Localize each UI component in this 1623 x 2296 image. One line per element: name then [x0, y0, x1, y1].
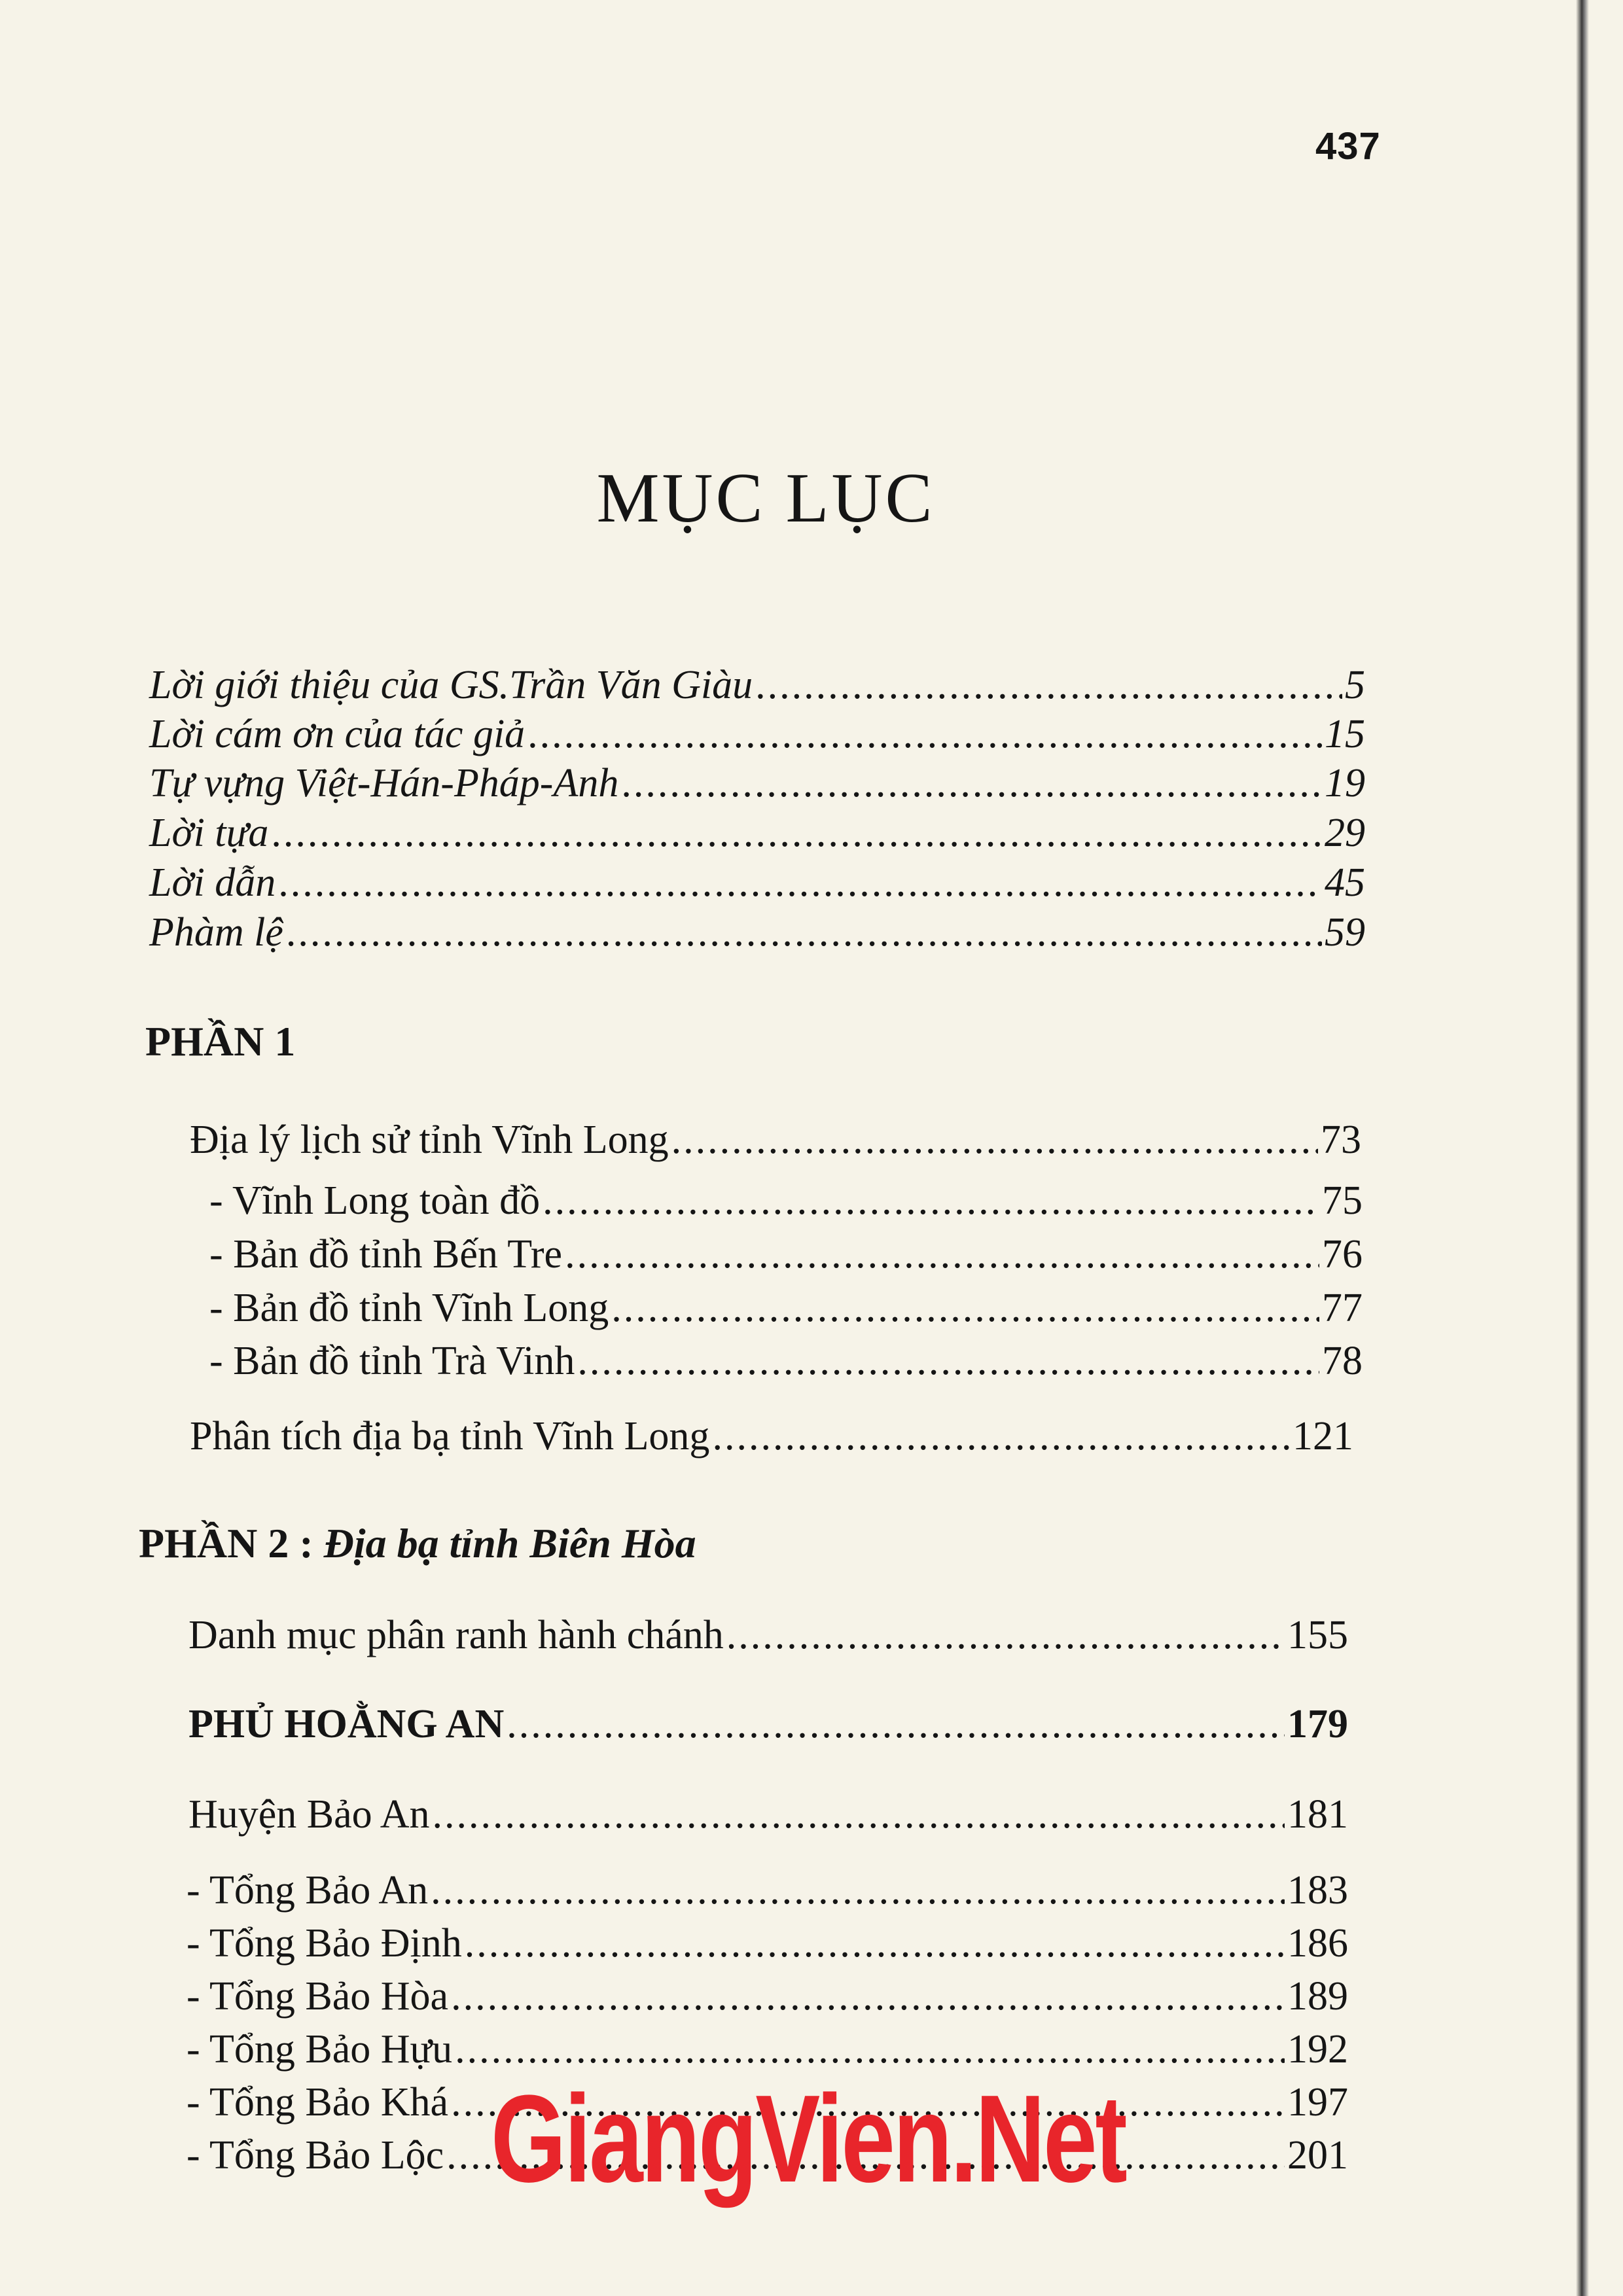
- toc-entry-title: Lời tựa: [149, 811, 269, 855]
- dot-leader: [543, 1178, 1319, 1224]
- dot-leader: [465, 1920, 1285, 1967]
- toc-entry-title: PHỦ HOẰNG AN: [188, 1702, 505, 1746]
- toc-entry-title: Lời giới thiệu của GS.Trần Văn Giàu: [149, 663, 753, 707]
- toc-entry[interactable]: [149, 910, 1365, 956]
- toc-entry[interactable]: [149, 810, 1365, 857]
- toc-entry[interactable]: [209, 1231, 1363, 1278]
- toc-entry-page: 155: [1287, 1613, 1348, 1657]
- toc-entry-page: 45: [1325, 860, 1365, 905]
- dot-leader: [755, 662, 1342, 709]
- toc-entry[interactable]: [209, 1178, 1363, 1224]
- part2-heading-subtitle: Địa bạ tỉnh Biên Hòa: [323, 1520, 696, 1566]
- toc-entry-title: Tự vựng Việt-Hán-Pháp-Anh: [149, 761, 619, 805]
- dot-leader: [431, 1867, 1285, 1914]
- dot-leader: [712, 1413, 1290, 1460]
- toc-entry-page: 59: [1325, 910, 1365, 955]
- toc-entry-page: 29: [1325, 811, 1365, 855]
- toc-entry-page: 192: [1287, 2027, 1348, 2072]
- toc-entry-page: 78: [1322, 1339, 1363, 1383]
- dot-leader: [577, 1338, 1319, 1385]
- dot-leader: [451, 1973, 1285, 2020]
- toc-entry-title: - Tổng Bảo An: [187, 1868, 429, 1913]
- toc-entry[interactable]: [190, 1117, 1361, 1163]
- toc-entry[interactable]: [187, 1920, 1348, 1967]
- toc-entry-page: 201: [1287, 2133, 1348, 2178]
- dot-leader: [621, 760, 1322, 807]
- dot-leader: [507, 1701, 1285, 1748]
- toc-entry[interactable]: [187, 1867, 1348, 1914]
- toc-entry-title: Phân tích địa bạ tỉnh Vĩnh Long: [190, 1414, 710, 1458]
- part1-heading-label: PHẦN 1: [145, 1018, 296, 1065]
- toc-entry-page: 186: [1287, 1921, 1348, 1966]
- dot-leader: [278, 860, 1322, 906]
- toc-entry[interactable]: [188, 1612, 1348, 1659]
- part2-heading: [139, 1519, 696, 1568]
- toc-entry[interactable]: [190, 1413, 1353, 1460]
- toc-entry-title: - Tổng Bảo Hựu: [187, 2027, 453, 2072]
- toc-entry-title: - Bản đồ tỉnh Bến Tre: [209, 1232, 563, 1277]
- toc-entry[interactable]: [149, 760, 1365, 807]
- toc-entry-page: 75: [1322, 1178, 1363, 1223]
- toc-entry[interactable]: [188, 1701, 1348, 1748]
- toc-entry-title: Lời cám ơn của tác giả: [149, 712, 526, 756]
- toc-entry-title: Danh mục phân ranh hành chánh: [188, 1613, 724, 1657]
- dot-leader: [726, 1612, 1285, 1659]
- dot-leader: [433, 1792, 1285, 1838]
- toc-entry-title: - Tổng Bảo Khá: [187, 2080, 449, 2125]
- toc-entry-title: Phàm lệ: [149, 910, 283, 955]
- dot-leader: [671, 1117, 1318, 1163]
- part2-heading-label: PHẦN 2 :: [139, 1520, 313, 1566]
- dot-leader: [527, 711, 1322, 758]
- toc-entry-page: 121: [1293, 1414, 1353, 1458]
- toc-entry[interactable]: [188, 1792, 1348, 1838]
- toc-entry-title: Địa lý lịch sử tỉnh Vĩnh Long: [190, 1118, 669, 1162]
- dot-leader: [271, 810, 1322, 857]
- toc-entry[interactable]: [149, 711, 1365, 758]
- toc-entry-page: 73: [1321, 1118, 1361, 1162]
- toc-entry[interactable]: [187, 1973, 1348, 2020]
- toc-entry[interactable]: [187, 2026, 1348, 2073]
- toc-entry-title: - Tổng Bảo Định: [187, 1921, 462, 1966]
- toc-entry-title: - Bản đồ tỉnh Vĩnh Long: [209, 1286, 609, 1330]
- toc-entry[interactable]: [149, 662, 1365, 709]
- toc-entry-title: - Tổng Bảo Hòa: [187, 1974, 449, 2019]
- page-number: 437: [1315, 125, 1381, 168]
- page-title: MỤC LỤC: [596, 459, 935, 537]
- toc-entry-page: 179: [1287, 1702, 1348, 1746]
- toc-entry-title: - Bản đồ tỉnh Trà Vinh: [209, 1339, 575, 1383]
- toc-entry-page: 76: [1322, 1232, 1363, 1277]
- toc-entry-title: - Tổng Bảo Lộc: [187, 2133, 444, 2178]
- dot-leader: [286, 910, 1322, 956]
- dot-leader: [455, 2026, 1285, 2073]
- toc-entry-title: Lời dẫn: [149, 860, 276, 905]
- toc-entry-title: Huyện Bảo An: [188, 1792, 430, 1837]
- toc-entry[interactable]: [149, 860, 1365, 906]
- watermark-logo: GiangVien.Net: [491, 2070, 1126, 2208]
- toc-entry-page: 183: [1287, 1868, 1348, 1913]
- page-edge-shadow: [1576, 0, 1589, 2296]
- toc-entry[interactable]: [209, 1285, 1363, 1332]
- toc-entry-page: 5: [1345, 663, 1365, 707]
- toc-entry-page: 189: [1287, 1974, 1348, 2019]
- part1-heading: [145, 1017, 295, 1066]
- dot-leader: [611, 1285, 1319, 1332]
- toc-entry-page: 197: [1287, 2080, 1348, 2125]
- toc-entry[interactable]: [209, 1338, 1363, 1385]
- toc-entry-page: 15: [1325, 712, 1365, 756]
- dot-leader: [565, 1231, 1319, 1278]
- toc-entry-page: 19: [1325, 761, 1365, 805]
- toc-entry-title: - Vĩnh Long toàn đồ: [209, 1178, 541, 1223]
- toc-entry-page: 77: [1322, 1286, 1363, 1330]
- toc-entry-page: 181: [1287, 1792, 1348, 1837]
